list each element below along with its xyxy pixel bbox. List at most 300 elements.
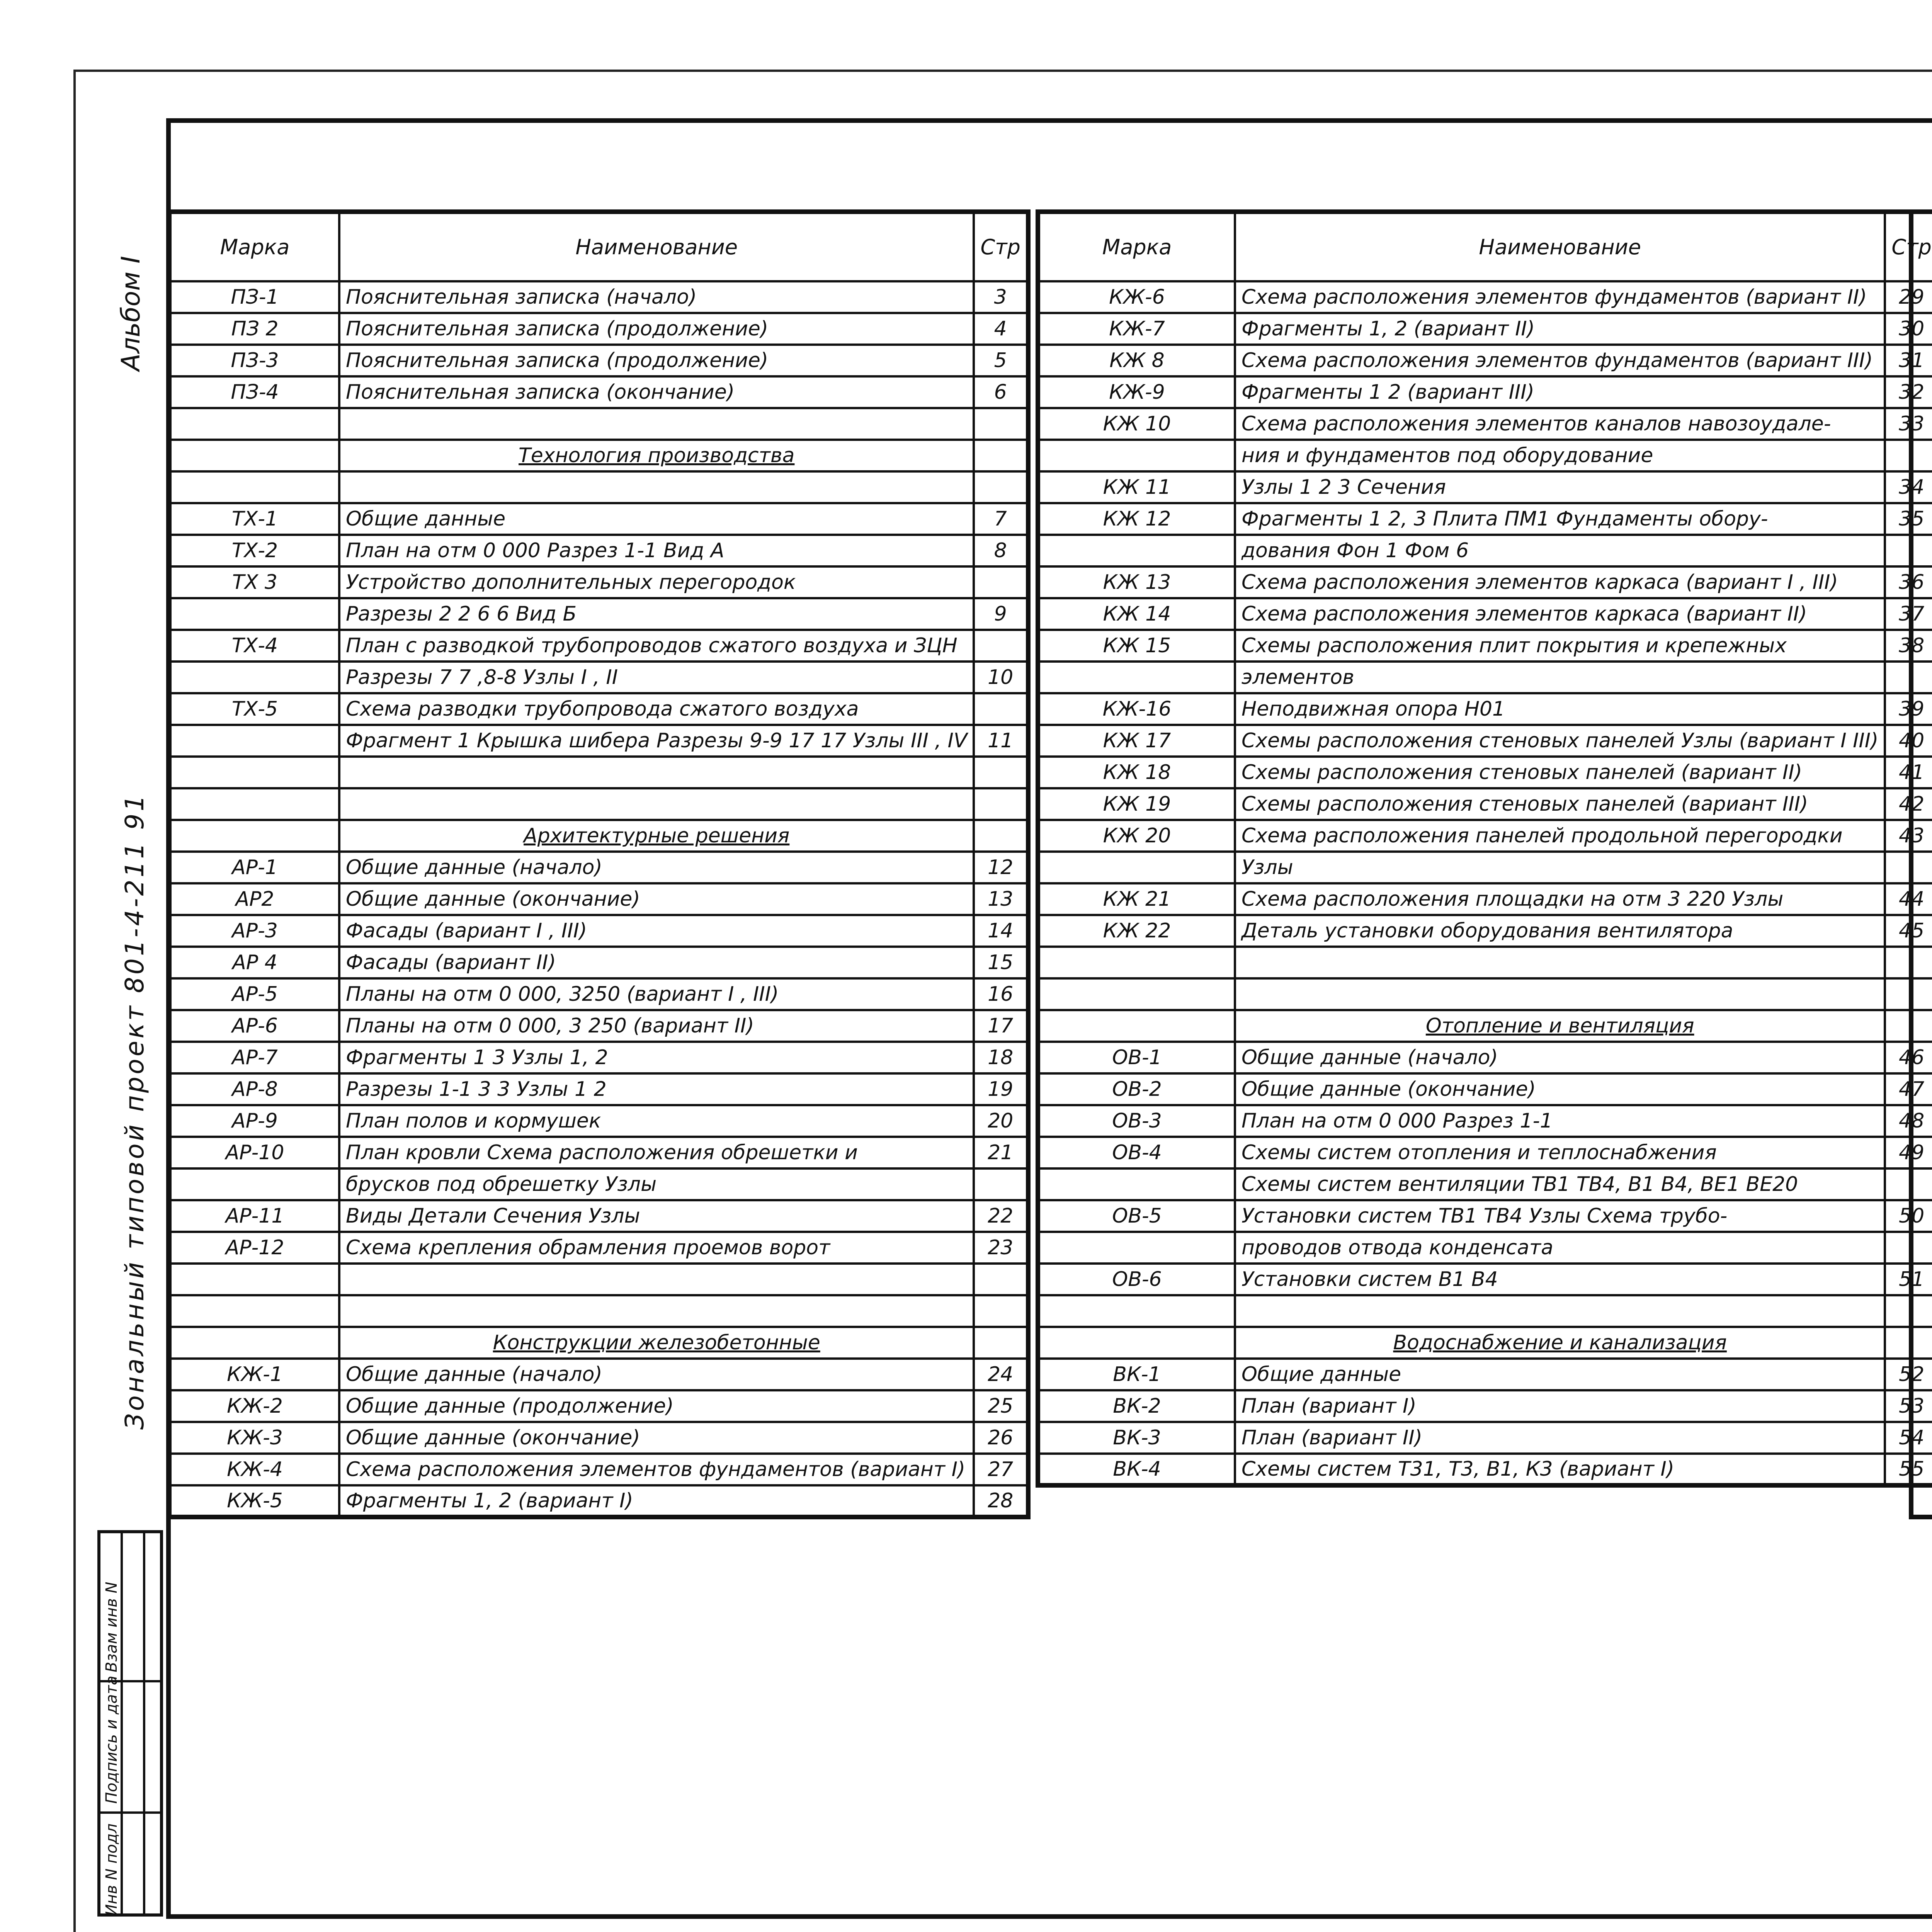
row-mark: АР 4 — [169, 947, 339, 978]
table-row — [169, 693, 1028, 725]
table-row — [1911, 313, 1932, 345]
header-name: Наименование — [339, 212, 974, 281]
row-name: Разрезы 1-1 3 3 Узлы 1 2 — [339, 1073, 974, 1105]
row-mark — [1038, 535, 1235, 566]
row-mark — [169, 1168, 339, 1200]
table-row — [169, 1359, 1028, 1390]
row-mark — [1911, 471, 1932, 503]
row-mark: КЖ 21 — [1038, 883, 1235, 915]
table-row — [169, 852, 1028, 883]
row-mark — [1038, 1327, 1235, 1359]
row-name: Схемы систем Т31, Т3, В1, К3 (вариант I) — [1235, 1454, 1885, 1485]
table-row — [1038, 788, 1932, 820]
row-page: 11 — [974, 725, 1028, 757]
table-row — [1911, 1073, 1932, 1105]
row-page — [974, 1327, 1028, 1359]
table-row — [169, 1264, 1028, 1295]
row-name: Планы на отм 0 000, 3 250 (вариант II) — [339, 1010, 974, 1042]
table-row — [169, 1485, 1028, 1517]
row-mark — [1911, 1105, 1932, 1137]
stamp-inv-label: Инв N подл — [103, 1823, 121, 1916]
table-row — [169, 1422, 1028, 1454]
table-row — [1911, 1232, 1932, 1264]
table-row — [1038, 1264, 1932, 1295]
table-row — [1038, 1168, 1932, 1200]
row-mark: КЖ 17 — [1038, 725, 1235, 757]
section-heading: Технология производства — [339, 440, 974, 471]
row-name: Общие данные (начало) — [1235, 1042, 1885, 1073]
table-row — [1911, 1390, 1932, 1422]
section-heading: Водоснабжение и канализация — [1235, 1327, 1885, 1359]
table-row — [1911, 788, 1932, 820]
table-header-row — [169, 212, 1028, 281]
row-page: 21 — [974, 1137, 1028, 1168]
table-row — [169, 1105, 1028, 1137]
table-row — [1911, 1010, 1932, 1042]
row-mark — [1911, 376, 1932, 408]
spec-column-1 — [167, 209, 1031, 1519]
row-mark: ОВ-5 — [1038, 1200, 1235, 1232]
table-row — [1911, 408, 1932, 440]
row-mark: КЖ-4 — [169, 1454, 339, 1485]
table-row — [1038, 693, 1932, 725]
table-row — [1911, 503, 1932, 535]
row-name: Узлы — [1235, 852, 1885, 883]
table-row — [1038, 1390, 1932, 1422]
section-heading: Архитектурные решения — [339, 820, 974, 852]
row-mark: АР-11 — [169, 1200, 339, 1232]
row-page: 49 — [1885, 1137, 1932, 1168]
table-row — [1911, 1295, 1932, 1327]
row-mark: АР-12 — [169, 1232, 339, 1264]
row-page: 7 — [974, 503, 1028, 535]
row-mark: АР-6 — [169, 1010, 339, 1042]
table-row — [169, 757, 1028, 788]
row-mark — [1911, 1010, 1932, 1042]
header-mark — [1911, 212, 1932, 281]
row-name: Схема расположения панелей продольной перегородки — [1235, 820, 1885, 852]
row-name: Установки систем В1 В4 — [1235, 1264, 1885, 1295]
table-row — [169, 598, 1028, 630]
row-mark — [1911, 757, 1932, 788]
row-mark — [169, 725, 339, 757]
row-name: Планы на отм 0 000, 3250 (вариант I , III) — [339, 978, 974, 1010]
row-name: Фрагменты 1 3 Узлы 1, 2 — [339, 1042, 974, 1073]
row-name: Неподвижная опора Н01 — [1235, 693, 1885, 725]
row-page: 24 — [974, 1359, 1028, 1390]
row-page: 35 — [1885, 503, 1932, 535]
table-row — [169, 662, 1028, 693]
table-row — [1911, 1264, 1932, 1295]
row-name: Устройство дополнительных перегородок — [339, 566, 974, 598]
row-mark: КЖ 8 — [1038, 345, 1235, 376]
row-page: 48 — [1885, 1105, 1932, 1137]
row-name: Схема расположения элементов фундаментов (вариант II) — [1235, 281, 1885, 313]
row-mark — [1911, 630, 1932, 662]
row-name — [339, 408, 974, 440]
table-row — [1038, 1359, 1932, 1390]
table-row — [1911, 630, 1932, 662]
row-page: 52 — [1885, 1359, 1932, 1390]
row-page: 39 — [1885, 693, 1932, 725]
row-name: Пояснительная записка (окончание) — [339, 376, 974, 408]
row-name: Установки систем ТВ1 ТВ4 Узлы Схема трубо- — [1235, 1200, 1885, 1232]
row-page: 17 — [974, 1010, 1028, 1042]
row-name: Схемы расположения плит покрытия и крепежных — [1235, 630, 1885, 662]
row-mark — [1911, 1295, 1932, 1327]
table-row — [1038, 376, 1932, 408]
row-name — [1235, 1295, 1885, 1327]
table-row — [1911, 471, 1932, 503]
row-mark: КЖ 14 — [1038, 598, 1235, 630]
row-mark — [1911, 1422, 1932, 1454]
row-mark — [1911, 313, 1932, 345]
row-name: Фрагмент 1 Крышка шибера Разрезы 9-9 17 17 Узлы III , IV — [339, 725, 974, 757]
row-name: Общие данные — [1235, 1359, 1885, 1390]
row-mark: КЖ-6 — [1038, 281, 1235, 313]
row-mark — [1911, 1073, 1932, 1105]
table-row — [1911, 376, 1932, 408]
table-row — [1911, 1485, 1932, 1517]
row-mark: КЖ 12 — [1038, 503, 1235, 535]
table-row — [169, 1073, 1028, 1105]
row-mark: АР-9 — [169, 1105, 339, 1137]
row-mark — [1038, 1295, 1235, 1327]
table-row — [1911, 1359, 1932, 1390]
table-row — [1038, 1137, 1932, 1168]
row-name — [339, 757, 974, 788]
row-name: Разрезы 7 7 ,8-8 Узлы I , II — [339, 662, 974, 693]
row-mark: ОВ-4 — [1038, 1137, 1235, 1168]
table-row — [169, 408, 1028, 440]
row-mark: АР-8 — [169, 1073, 339, 1105]
row-mark: ВК-4 — [1038, 1454, 1235, 1485]
table-row — [1038, 1200, 1932, 1232]
table-row — [1038, 471, 1932, 503]
row-page: 14 — [974, 915, 1028, 947]
row-mark — [1911, 1137, 1932, 1168]
row-name: Схема расположения элементов каналов навозоудале- — [1235, 408, 1885, 440]
table-row — [1038, 566, 1932, 598]
table-row — [1911, 1454, 1932, 1485]
table-row — [169, 883, 1028, 915]
row-mark: КЖ 13 — [1038, 566, 1235, 598]
row-name — [1235, 947, 1885, 978]
row-mark — [1911, 408, 1932, 440]
row-mark: КЖ-5 — [169, 1485, 339, 1517]
row-name: Схемы систем вентиляции ТВ1 ТВ4, В1 В4, ВЕ1 ВЕ20 — [1235, 1168, 1885, 1200]
table-row — [169, 1295, 1028, 1327]
row-name: Деталь установки оборудования вентилятора — [1235, 915, 1885, 947]
row-mark: ОВ-1 — [1038, 1042, 1235, 1073]
table-row — [1911, 535, 1932, 566]
table-row — [1911, 1042, 1932, 1073]
row-page — [974, 566, 1028, 598]
row-page — [974, 820, 1028, 852]
table-row — [1038, 662, 1932, 693]
table-row — [169, 978, 1028, 1010]
table-row — [169, 1168, 1028, 1200]
row-page: 51 — [1885, 1264, 1932, 1295]
row-mark — [1911, 820, 1932, 852]
table-row — [1038, 978, 1932, 1010]
row-page: 31 — [1885, 345, 1932, 376]
row-mark — [1038, 1010, 1235, 1042]
row-mark: ТХ-5 — [169, 693, 339, 725]
row-page: 9 — [974, 598, 1028, 630]
table-row — [169, 471, 1028, 503]
table-row — [1038, 1295, 1932, 1327]
table-row — [1911, 725, 1932, 757]
table-row — [1911, 598, 1932, 630]
row-mark — [1911, 915, 1932, 947]
row-page: 53 — [1885, 1390, 1932, 1422]
table-row — [1911, 693, 1932, 725]
row-mark — [1911, 693, 1932, 725]
row-page: 54 — [1885, 1422, 1932, 1454]
row-mark — [1038, 947, 1235, 978]
row-page: 29 — [1885, 281, 1932, 313]
row-mark — [1911, 1327, 1932, 1359]
row-mark — [1038, 1232, 1235, 1264]
row-name: Схемы систем отопления и теплоснабжения — [1235, 1137, 1885, 1168]
row-name: Схемы расположения стеновых панелей Узлы (вариант I III) — [1235, 725, 1885, 757]
row-mark: ТХ 3 — [169, 566, 339, 598]
table-row — [169, 1390, 1028, 1422]
spec-column-2 — [1036, 209, 1932, 1488]
row-mark: ТХ-1 — [169, 503, 339, 535]
row-mark: ТХ-2 — [169, 535, 339, 566]
table-row — [169, 566, 1028, 598]
row-page: 55 — [1885, 1454, 1932, 1485]
row-name: Схема расположения элементов каркаса (вариант I , III) — [1235, 566, 1885, 598]
row-name: Фрагменты 1, 2 (вариант I) — [339, 1485, 974, 1517]
row-page — [974, 693, 1028, 725]
project-label: Зональный типовой проект 801-4-211 91 — [120, 793, 150, 1430]
row-mark: АР-1 — [169, 852, 339, 883]
row-name: План (вариант II) — [1235, 1422, 1885, 1454]
row-page: 13 — [974, 883, 1028, 915]
table-row — [169, 1327, 1028, 1359]
row-page: 18 — [974, 1042, 1028, 1073]
table-row — [169, 915, 1028, 947]
row-page: 22 — [974, 1200, 1028, 1232]
row-mark — [1911, 725, 1932, 757]
table-row — [1038, 852, 1932, 883]
row-mark — [1911, 1168, 1932, 1200]
table-header-row — [1911, 212, 1932, 281]
table-row — [169, 1232, 1028, 1264]
row-name: Схема крепления обрамления проемов ворот — [339, 1232, 974, 1264]
row-name — [1235, 978, 1885, 1010]
table-row — [1038, 440, 1932, 471]
row-mark — [169, 662, 339, 693]
row-mark: ПЗ-1 — [169, 281, 339, 313]
row-name: Виды Детали Сечения Узлы — [339, 1200, 974, 1232]
row-name: Фрагменты 1, 2 (вариант II) — [1235, 313, 1885, 345]
table-row — [1911, 820, 1932, 852]
row-page: 40 — [1885, 725, 1932, 757]
outer-frame-top — [73, 70, 1932, 72]
header-mark: Марка — [1038, 212, 1235, 281]
row-page: 8 — [974, 535, 1028, 566]
table-row — [169, 820, 1028, 852]
row-page — [974, 1264, 1028, 1295]
row-name: брусков под обрешетку Узлы — [339, 1168, 974, 1200]
row-name: Общие данные (продолжение) — [339, 1390, 974, 1422]
table-row — [169, 440, 1028, 471]
header-page: Стр — [974, 212, 1028, 281]
row-page: 47 — [1885, 1073, 1932, 1105]
row-mark: АР-3 — [169, 915, 339, 947]
table-row — [1911, 757, 1932, 788]
table-row — [1911, 947, 1932, 978]
row-name: Общие данные (окончание) — [1235, 1073, 1885, 1105]
table-row — [1038, 1327, 1932, 1359]
table-row — [1038, 313, 1932, 345]
row-name: Фрагменты 1 2, 3 Плита ПМ1 Фундаменты обору- — [1235, 503, 1885, 535]
table-row — [169, 725, 1028, 757]
table-row — [1038, 503, 1932, 535]
spec-table — [1036, 209, 1932, 1488]
row-page — [974, 471, 1028, 503]
table-row — [1911, 281, 1932, 313]
row-mark: ПЗ-4 — [169, 376, 339, 408]
row-mark — [169, 788, 339, 820]
row-page: 25 — [974, 1390, 1028, 1422]
table-row — [169, 345, 1028, 376]
row-mark: АР2 — [169, 883, 339, 915]
row-mark — [1911, 1232, 1932, 1264]
table-row — [1038, 1042, 1932, 1073]
row-page: 5 — [974, 345, 1028, 376]
row-name — [339, 471, 974, 503]
row-mark: ВК-2 — [1038, 1390, 1235, 1422]
row-mark: КЖ-2 — [169, 1390, 339, 1422]
row-name: Фасады (вариант II) — [339, 947, 974, 978]
row-mark — [1911, 978, 1932, 1010]
row-name: ния и фундаментов под оборудование — [1235, 440, 1885, 471]
table-row — [1038, 1010, 1932, 1042]
row-mark — [1911, 1200, 1932, 1232]
row-page — [974, 408, 1028, 440]
row-mark — [169, 598, 339, 630]
table-row — [1038, 1232, 1932, 1264]
row-mark — [1911, 440, 1932, 471]
row-name — [339, 1295, 974, 1327]
row-page — [974, 440, 1028, 471]
row-mark — [1911, 788, 1932, 820]
table-row — [1038, 883, 1932, 915]
spec-table — [1909, 209, 1932, 1519]
row-name — [339, 788, 974, 820]
row-page: 15 — [974, 947, 1028, 978]
row-page: 10 — [974, 662, 1028, 693]
row-page: 43 — [1885, 820, 1932, 852]
row-name: План на отм 0 000 Разрез 1-1 Вид А — [339, 535, 974, 566]
row-page: 45 — [1885, 915, 1932, 947]
row-page — [974, 630, 1028, 662]
row-page: 50 — [1885, 1200, 1932, 1232]
row-name: Схема разводки трубопровода сжатого воздуха — [339, 693, 974, 725]
header-page: Стр — [1885, 212, 1932, 281]
table-row — [169, 376, 1028, 408]
row-page — [974, 1168, 1028, 1200]
table-row — [1911, 852, 1932, 883]
row-page: 34 — [1885, 471, 1932, 503]
row-name: Общие данные (начало) — [339, 1359, 974, 1390]
row-mark: КЖ 10 — [1038, 408, 1235, 440]
row-mark — [169, 820, 339, 852]
stamp-sign-label: Подпись и дата — [103, 1675, 121, 1804]
row-name: дования Фон 1 Фом 6 — [1235, 535, 1885, 566]
row-mark: ВК-1 — [1038, 1359, 1235, 1390]
table-row — [169, 1137, 1028, 1168]
row-mark — [1038, 852, 1235, 883]
row-page: 37 — [1885, 598, 1932, 630]
row-page: 20 — [974, 1105, 1028, 1137]
row-mark — [169, 408, 339, 440]
outer-frame-left — [73, 70, 76, 1932]
row-mark — [1911, 662, 1932, 693]
row-name: Разрезы 2 2 6 6 Вид Б — [339, 598, 974, 630]
table-row — [1911, 662, 1932, 693]
stamp-replace-label: Взам инв N — [103, 1582, 121, 1672]
row-name: Фрагменты 1 2 (вариант III) — [1235, 376, 1885, 408]
row-mark — [169, 1295, 339, 1327]
table-row — [1911, 566, 1932, 598]
row-page: 23 — [974, 1232, 1028, 1264]
row-mark — [1911, 1390, 1932, 1422]
row-page: 42 — [1885, 788, 1932, 820]
section-heading: Конструкции железобетонные — [339, 1327, 974, 1359]
row-name: Общие данные (окончание) — [339, 1422, 974, 1454]
table-row — [1911, 1137, 1932, 1168]
table-row — [1911, 1327, 1932, 1359]
row-page: 36 — [1885, 566, 1932, 598]
row-mark — [169, 757, 339, 788]
row-name: Схема расположения элементов каркаса (вариант II) — [1235, 598, 1885, 630]
table-row — [1911, 978, 1932, 1010]
row-mark: ОВ-6 — [1038, 1264, 1235, 1295]
row-mark — [1911, 535, 1932, 566]
table-row — [169, 630, 1028, 662]
table-row — [169, 1200, 1028, 1232]
table-row — [1038, 1105, 1932, 1137]
row-page: 26 — [974, 1422, 1028, 1454]
row-name: Схема расположения элементов фундаментов (вариант III) — [1235, 345, 1885, 376]
row-mark: КЖ 15 — [1038, 630, 1235, 662]
table-row — [1038, 820, 1932, 852]
row-mark — [1911, 503, 1932, 535]
row-mark: ВК-3 — [1038, 1422, 1235, 1454]
row-mark — [1911, 852, 1932, 883]
row-mark — [1911, 1485, 1932, 1517]
row-name: Схемы расположения стеновых панелей (вариант II) — [1235, 757, 1885, 788]
spec-column-3 — [1909, 209, 1932, 1519]
table-row — [1038, 1073, 1932, 1105]
table-row — [1911, 345, 1932, 376]
row-page — [974, 757, 1028, 788]
row-mark: ПЗ 2 — [169, 313, 339, 345]
row-mark — [1038, 662, 1235, 693]
table-row — [1911, 915, 1932, 947]
table-row — [169, 788, 1028, 820]
row-mark: ТХ-4 — [169, 630, 339, 662]
table-row — [1038, 345, 1932, 376]
row-mark: ОВ-3 — [1038, 1105, 1235, 1137]
table-row — [169, 535, 1028, 566]
